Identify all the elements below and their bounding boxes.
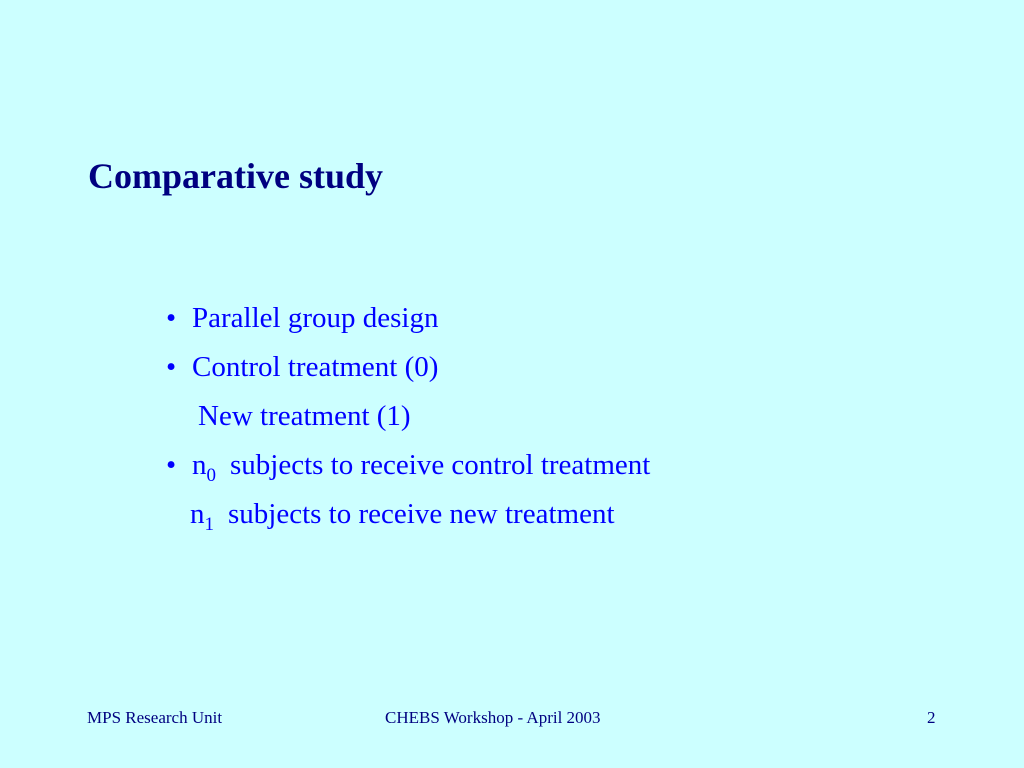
variable-n: n [190,498,205,530]
bullet-text: Parallel group design [192,302,439,334]
page-number: 2 [927,708,936,727]
bullet-item-parallel-group [166,304,438,333]
bullet-glyph: • [166,449,177,481]
continuation-text: subjects to receive new treatment [228,498,615,530]
bullet-glyph: • [166,351,177,383]
slide-title: Comparative study [88,156,383,196]
subscript-0: 0 [206,465,216,486]
footer-left: MPS Research Unit [87,708,223,727]
bullet-item-control-treatment [166,353,438,382]
variable-n: n [192,449,207,481]
bullet-continuation-new-treatment [198,402,411,431]
continuation-text: New treatment (1) [198,400,411,432]
bullet-item-n0-subjects [166,449,651,486]
bullet-text: Control treatment (0) [192,351,439,383]
footer-center: CHEBS Workshop - April 2003 [385,708,601,727]
subscript-1: 1 [204,514,214,535]
bullet-continuation-n1-subjects [190,498,615,535]
bullet-text: subjects to receive control treatment [230,449,651,481]
bullet-glyph: • [166,302,177,334]
